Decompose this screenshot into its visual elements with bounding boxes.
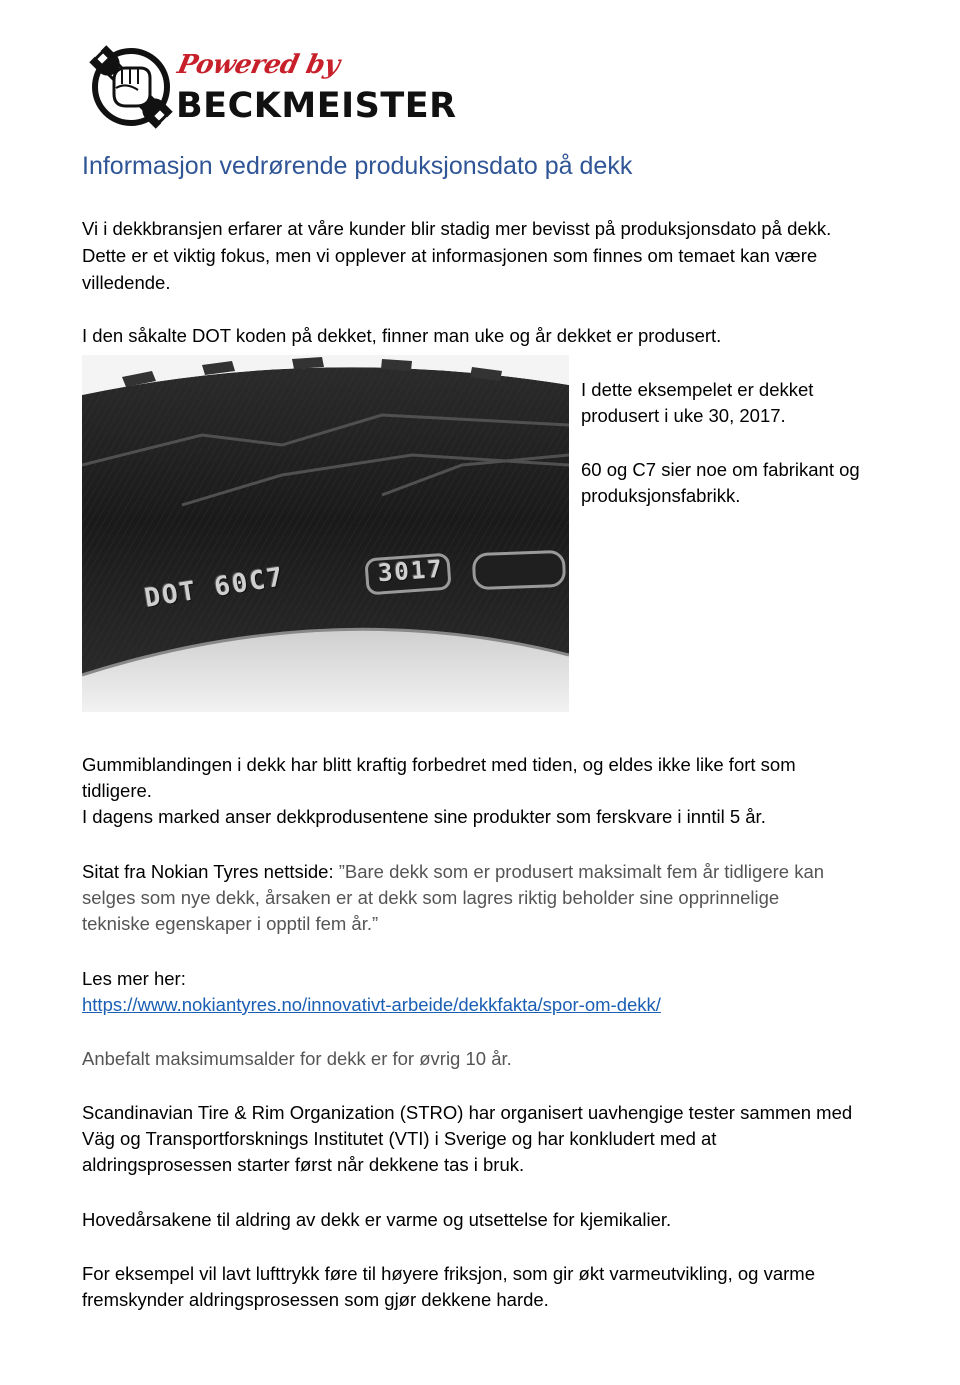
tire-sidewall-image	[82, 355, 569, 712]
beckmeister-logo	[86, 40, 466, 130]
intro-line-3: villedende.	[82, 272, 171, 293]
pressure-line-2: fremskynder aldringsprosessen som gjør dekkene harde.	[82, 1289, 549, 1310]
rubber-line-2: tidligere.	[82, 780, 152, 801]
rubber-line-3: I dagens marked anser dekkprodusentene sine produkter som ferskvare i inntil 5 år.	[82, 806, 766, 827]
pressure-line-1: For eksempel vil lavt lufttrykk føre til høyere friksjon, som gir økt varmeutvikling, og varme	[82, 1263, 815, 1284]
example-line-2: produsert i uke 30, 2017.	[581, 405, 786, 426]
quote-text-1: ”Bare dekk som er produsert maksimalt fem år tidligere kan	[338, 861, 825, 882]
example-line-3: 60 og C7 sier noe om fabrikant og	[581, 459, 860, 480]
quote-line-2: selges som nye dekk, årsaken er at dekk som lagres riktig beholder sine opprinnelige	[82, 887, 780, 908]
read-more-label: Les mer her:	[82, 968, 186, 989]
quote-prefix: Sitat fra Nokian Tyres nettside:	[82, 861, 339, 882]
page-title: Informasjon vedrørende produksjonsdato på dekk	[82, 152, 633, 180]
dot-intro: I den såkalte DOT koden på dekket, finner man uke og år dekket er produsert.	[82, 325, 722, 346]
rubber-line-1: Gummiblandingen i dekk har blitt kraftig forbedret med tiden, og eldes ikke like fort som	[82, 754, 796, 775]
stro-line-3: aldringsprosessen starter først når dekkene tas i bruk.	[82, 1154, 525, 1175]
example-line-4: produksjonsfabrikk.	[581, 485, 741, 506]
example-line-1: I dette eksempelet er dekket	[581, 379, 814, 400]
nokian-link[interactable]: https://www.nokiantyres.no/innovativt-arbeide/dekkfakta/spor-om-dekk/	[82, 994, 661, 1015]
dot-code-text: DOT 60C7	[142, 562, 287, 614]
stro-line-1: Scandinavian Tire & Rim Organization (STRO) har organisert uavhengige tester sammen med	[82, 1102, 853, 1123]
wrench-fist-emblem-icon	[86, 40, 176, 130]
quote-line-1	[82, 859, 824, 885]
tire-dot-photo	[82, 355, 569, 712]
max-age-text: Anbefalt maksimumsalder for dekk er for øvrig 10 år.	[82, 1048, 512, 1069]
dot-date-code: 3017	[377, 554, 445, 588]
stro-line-2: Väg og Transportforsknings Institutet (VTI) i Sverige og har konkludert med at	[82, 1128, 717, 1149]
intro-line-2: Dette er et viktig fokus, men vi opplever at informasjonen som finnes om temaet kan være	[82, 245, 818, 266]
quote-line-3: tekniske egenskaper i opptil fem år.”	[82, 913, 379, 934]
logo-brand: BECKMEISTER	[176, 86, 457, 126]
logo-tagline: Powered by	[174, 50, 343, 80]
causes-text: Hovedårsakene til aldring av dekk er varme og utsettelse for kjemikalier.	[82, 1209, 672, 1230]
intro-line-1: Vi i dekkbransjen erfarer at våre kunder blir stadig mer bevisst på produksjonsdato på dekk.	[82, 218, 832, 239]
